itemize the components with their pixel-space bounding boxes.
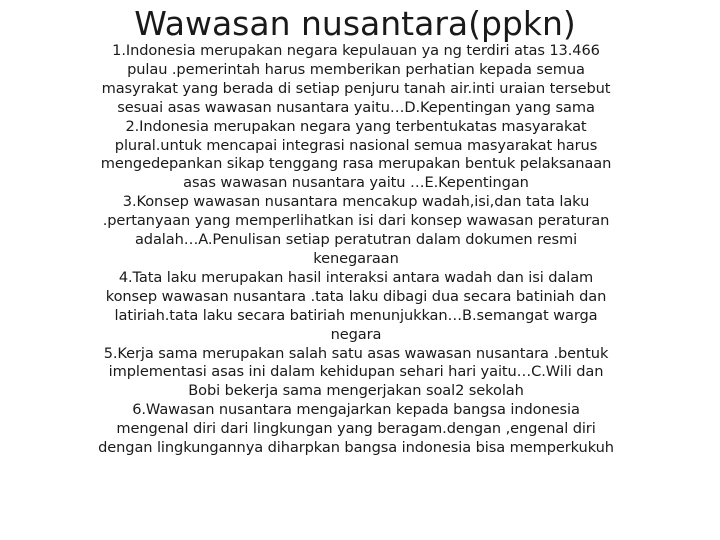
question-item-5: 5.Kerja sama merupakan salah satu asas wawasan nusantara .bentuk implementasi asas ini dalam kehidupan sehari hari yaitu…C.Wili dan Bobi bekerja sama mengerjakan soal2 sekolah bbox=[103, 344, 609, 400]
question-item-3: 3.Konsep wawasan nusantara mencakup wadah,isi,dan tata laku .pertanyaan yang memperlihatkan isi dari konsep wawasan peraturan adalah…A.Penulisan setiap peratutran dalam dokumen resmi kenegaraan bbox=[102, 193, 610, 267]
question-item-4: 4.Tata laku merupakan hasil interaksi antara wadah dan isi dalam konsep wawasan nusantara .tata laku dibagi dua secara batiniah dan latiriah.tata laku secara batiriah menunjukkan…B.semangat warga negara bbox=[105, 268, 607, 343]
question-item-6: 6.Wawasan nusantara mengajarkan kepada bangsa indonesia mengenal diri dari lingkungan yang beragam.dengan ,engenal diri dengan lingkungannya diharpkan bangsa indonesia bisa memperkukuh bbox=[98, 401, 614, 457]
question-item-1: 1.Indonesia merupakan negara kepulauan ya ng terdiri atas 13.466 pulau .pemerintah harus memberikan perhatian kepada semua masyrakat yang berada di setiap penjuru tanah air.inti uraian tersebut sesuai asas wawasan nusantara yaitu…D.Kepentingan yang sama bbox=[101, 42, 611, 116]
slide-title: Wawasan nusantara(ppkn) bbox=[134, 4, 576, 43]
question-item-2: 2.Indonesia merupakan negara yang terbentukatas masyarakat plural.untuk mencapai integrasi nasional semua masyarakat harus mengedepankan sikap tenggang rasa merupakan bentuk pelaksanaan asas wawasan nusantara yaitu …E.Kepentingan bbox=[100, 117, 612, 192]
slide-body bbox=[96, 42, 616, 458]
